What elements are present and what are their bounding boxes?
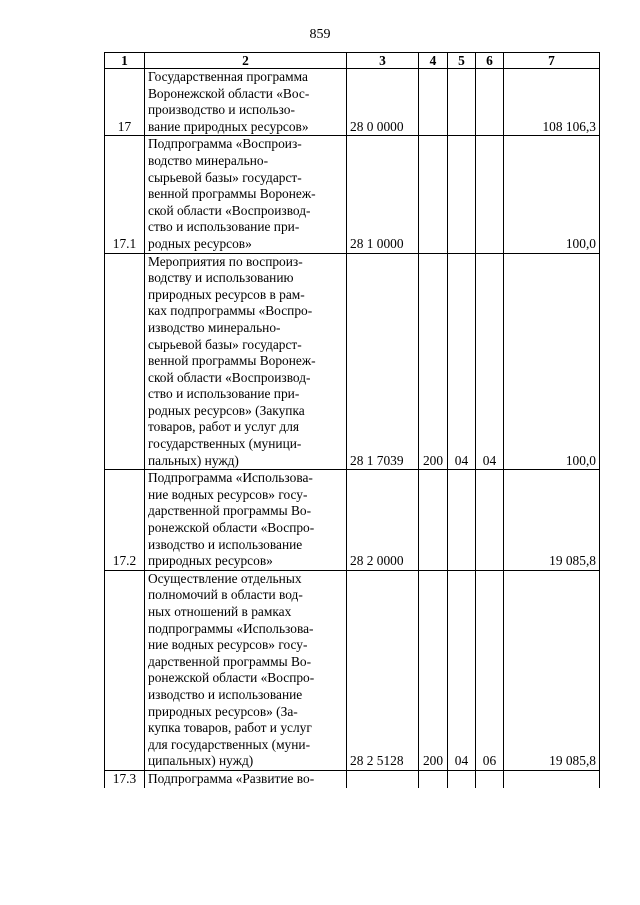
row-col-4: 200 xyxy=(419,570,448,770)
header-col-7: 7 xyxy=(504,53,600,69)
name-line: Мероприятия по воспроиз- xyxy=(148,253,303,269)
name-line: для государственных (муни- xyxy=(148,736,311,752)
name-line: ципальных) нужд) xyxy=(148,753,254,769)
name-line: подпрограммы «Использова- xyxy=(148,620,314,636)
row-code: 28 2 5128 xyxy=(347,570,419,770)
row-amount: 19 085,8 xyxy=(504,570,600,770)
name-line: природных ресурсов в рам- xyxy=(148,286,305,302)
row-amount xyxy=(504,770,600,788)
row-amount: 19 085,8 xyxy=(504,470,600,571)
name-line: родных ресурсов» (Закупка xyxy=(148,402,305,418)
name-line: полномочий в области вод- xyxy=(148,587,303,603)
row-name xyxy=(145,136,347,253)
name-line: водству и использованию xyxy=(148,270,294,286)
row-col-5: 04 xyxy=(448,570,476,770)
name-line: природных ресурсов» xyxy=(148,553,273,569)
row-col-6 xyxy=(476,770,504,788)
row-col-4 xyxy=(419,770,448,788)
name-line: ской области «Воспроизвод- xyxy=(148,202,311,218)
row-col-5 xyxy=(448,136,476,253)
row-amount: 100,0 xyxy=(504,253,600,470)
row-col-5 xyxy=(448,770,476,788)
name-line: ние водных ресурсов» госу- xyxy=(148,637,308,653)
name-line: сырьевой базы» государст- xyxy=(148,336,302,352)
name-line: ской области «Воспроизвод- xyxy=(148,369,311,385)
table-row xyxy=(105,253,600,470)
row-name xyxy=(145,69,347,136)
table-row xyxy=(105,136,600,253)
table-row xyxy=(105,570,600,770)
row-col-6 xyxy=(476,136,504,253)
name-line: Подпрограмма «Развитие во- xyxy=(148,771,315,787)
table-row xyxy=(105,770,600,788)
header-col-1: 1 xyxy=(105,53,145,69)
row-number xyxy=(105,570,145,770)
name-line: Осуществление отдельных xyxy=(148,570,302,586)
name-line: Подпрограмма «Использова- xyxy=(148,470,313,486)
row-col-5: 04 xyxy=(448,253,476,470)
name-line: венной программы Воронеж- xyxy=(148,186,316,202)
name-line: ронежской области «Воспро- xyxy=(148,520,315,536)
row-col-6: 04 xyxy=(476,253,504,470)
row-col-6 xyxy=(476,470,504,571)
row-code: 28 0 0000 xyxy=(347,69,419,136)
row-amount: 108 106,3 xyxy=(504,69,600,136)
name-line: дарственной программы Во- xyxy=(148,503,312,519)
name-line: ных отношений в рамках xyxy=(148,604,292,619)
name-line: ках подпрограммы «Воспро- xyxy=(148,303,313,319)
table-row xyxy=(105,69,600,136)
name-line: природных ресурсов» (За- xyxy=(148,703,298,719)
budget-table xyxy=(104,52,600,788)
row-number xyxy=(105,253,145,470)
name-line: Государственная программа xyxy=(148,69,308,84)
header-row xyxy=(105,53,600,69)
row-code: 28 2 0000 xyxy=(347,470,419,571)
row-number: 17.1 xyxy=(105,136,145,253)
name-line: изводство минерально- xyxy=(148,319,281,335)
row-code: 28 1 0000 xyxy=(347,136,419,253)
row-name xyxy=(145,770,347,788)
row-col-6: 06 xyxy=(476,570,504,770)
header-col-5: 5 xyxy=(448,53,476,69)
row-amount: 100,0 xyxy=(504,136,600,253)
row-name xyxy=(145,253,347,470)
row-number: 17 xyxy=(105,69,145,136)
row-col-4 xyxy=(419,470,448,571)
row-code: 28 1 7039 xyxy=(347,253,419,470)
name-line: дарственной программы Во- xyxy=(148,653,312,669)
row-col-5 xyxy=(448,69,476,136)
name-line: сырьевой базы» государст- xyxy=(148,169,302,185)
row-col-4 xyxy=(419,136,448,253)
row-col-6 xyxy=(476,69,504,136)
row-col-4: 200 xyxy=(419,253,448,470)
name-line: пальных) нужд) xyxy=(148,452,239,468)
row-number: 17.2 xyxy=(105,470,145,571)
name-line: водство минерально- xyxy=(148,152,269,168)
row-name xyxy=(145,570,347,770)
name-line: производство и использо- xyxy=(148,102,295,118)
name-line: венной программы Воронеж- xyxy=(148,353,316,369)
row-name xyxy=(145,470,347,571)
name-line: Воронежской области «Вос- xyxy=(148,85,310,101)
row-col-4 xyxy=(419,69,448,136)
row-col-5 xyxy=(448,470,476,571)
name-line: изводство и использование xyxy=(148,536,303,552)
header-col-2: 2 xyxy=(145,53,347,69)
name-line: Подпрограмма «Воспроиз- xyxy=(148,136,302,152)
header-col-4: 4 xyxy=(419,53,448,69)
header-col-6: 6 xyxy=(476,53,504,69)
name-line: ронежской области «Воспро- xyxy=(148,670,315,686)
header-col-3: 3 xyxy=(347,53,419,69)
name-line: купка товаров, работ и услуг xyxy=(148,720,312,736)
row-number: 17.3 xyxy=(105,770,145,788)
table-row xyxy=(105,470,600,571)
name-line: родных ресурсов» xyxy=(148,235,252,251)
name-line: изводство и использование xyxy=(148,686,303,702)
name-line: ство и использование при- xyxy=(148,219,300,235)
page-number: 859 xyxy=(309,27,331,42)
name-line: ние водных ресурсов» госу- xyxy=(148,486,308,502)
row-code xyxy=(347,770,419,788)
name-line: вание природных ресурсов» xyxy=(148,118,309,134)
name-line: товаров, работ и услуг для xyxy=(148,419,300,435)
name-line: ство и использование при- xyxy=(148,386,300,402)
name-line: государственных (муници- xyxy=(148,436,302,452)
